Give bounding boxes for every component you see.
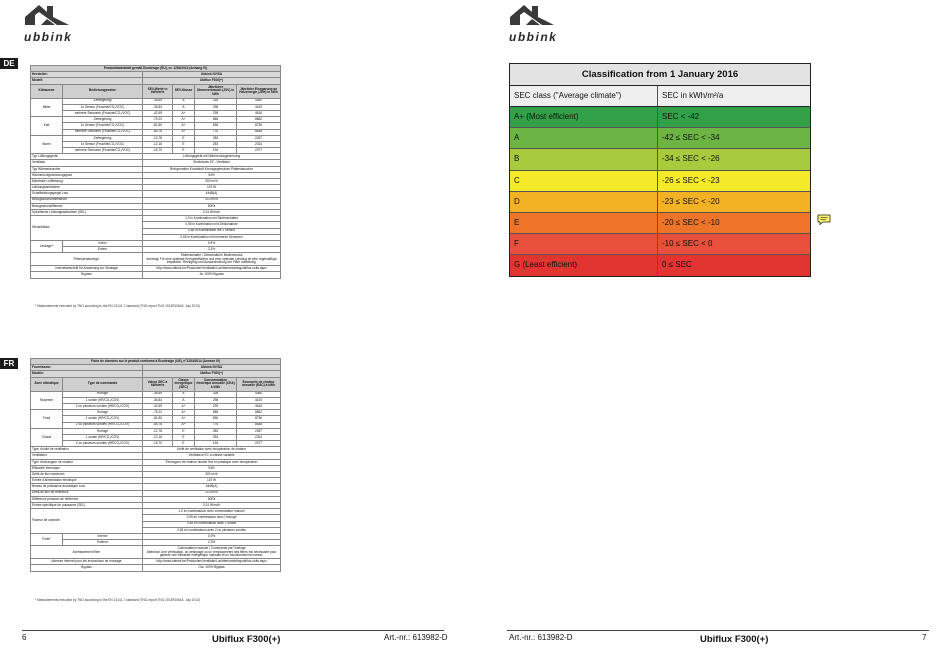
table-cell: 1x Sensor (Feuchte/CO₂/VOC) (63, 104, 143, 110)
spec-value: 50Pa (143, 203, 281, 209)
spec-label: Typ Lüftungsgerät (31, 154, 143, 160)
install-info-label: Internetanschrift für Anweisung zur Montage (31, 266, 143, 272)
column-header: Valeur SEC à kWh/m²a (143, 377, 173, 391)
supplier-label: Fournisseur: (31, 365, 143, 371)
table-cell: -81,80 (143, 123, 173, 129)
table-cell: 2 ou plusieurs sondes (HR/CO₂/COV) (63, 422, 143, 428)
table-cell: A (173, 397, 195, 403)
table-cell: A+ (173, 117, 195, 123)
leakage-label: Leckage* (31, 240, 63, 252)
sec-class-cell: B (510, 149, 658, 169)
spec-label: Wärmerückgewinnungsgrad (31, 172, 143, 178)
table-cell: -15,70 (143, 148, 173, 154)
spec-value: 210 m³/h (143, 197, 281, 203)
table-cell: 1 sonde (HR/CO₂/COV) (63, 416, 143, 422)
article-number-left: Art.-nr.: 613982-D (384, 633, 448, 642)
table-cell: -12,78 (143, 428, 173, 434)
leakage-label: Fuite* (31, 533, 63, 545)
table-cell: 8838 (237, 422, 281, 428)
filter-warning-label: Avertissement filtre: (31, 546, 143, 559)
table-cell: 2377 (237, 148, 281, 154)
table-cell: Horloge (63, 410, 143, 416)
table-cell: 2 ou plusieurs sondes (HR/CO₂/COV) (63, 403, 143, 409)
sec-class-cell: A (510, 128, 658, 148)
header-sec-range: SEC in kWh/m²/a (662, 91, 724, 100)
table-cell: -42,59 (143, 110, 173, 116)
table-cell: A (173, 98, 195, 104)
language-tab-de: DE (0, 58, 18, 69)
filter-warning-row (31, 546, 281, 559)
ubbink-logo-mark-right (510, 3, 554, 25)
filter-warning-line: Commutateur manuel / Commande par l'horloge (177, 546, 246, 551)
supplier-value: Ubbink NV/SA (143, 72, 281, 78)
comment-note-icon[interactable] (817, 214, 831, 225)
table-cell: 1x Sensor (Feuchte/CO₂/VOC) (63, 141, 143, 147)
table-cell: A+ (173, 123, 195, 129)
de-product-data-sheet (30, 65, 281, 279)
control-factor-label: Facteur de contrôle: (31, 509, 143, 534)
table-cell: -75,22 (143, 117, 173, 123)
spec-value: 94% (143, 465, 281, 471)
spec-label: Entrée d'alimentation électrique (31, 478, 143, 484)
header-sec-class: SEC class ("Average climate") (510, 86, 658, 106)
classification-row (510, 234, 810, 255)
brand-logo-text-left: ubbink (24, 30, 73, 44)
climate-zone: Chaud (31, 428, 63, 447)
table-cell: -12,16 (143, 141, 173, 147)
spec-label: Ventilator (31, 160, 143, 166)
product-name-right: Ubiflux F300(+) (700, 634, 769, 645)
table-cell: mehrere Sensoren (Feuchte/CO₂/VOC) (63, 110, 143, 116)
table-cell: A+ (173, 416, 195, 422)
spec-label: Maximale Luftleistung (31, 179, 143, 185)
table-cell: 194 (195, 148, 237, 154)
sec-class-cell: C (510, 171, 658, 191)
column-header: Classe énergétique (SEC) (173, 377, 195, 391)
leakage-value: 2,3% (143, 247, 281, 253)
table-cell: A+ (173, 403, 195, 409)
supplier-value: Ubbink NV/SA (143, 365, 281, 371)
column-header: Zone climatique (31, 377, 63, 391)
table-cell: 8736 (237, 416, 281, 422)
table-cell: 8862 (237, 410, 281, 416)
table-cell: 298 (195, 104, 237, 110)
spec-value: Échangeur de chaleur double flux en plastique avec récupération (143, 459, 281, 465)
table-cell: -12,78 (143, 135, 173, 141)
classification-row (510, 213, 810, 234)
install-info-link: http://www.ubbink.be/Producten/Ventilatie/Luchtbehandeling/ubiflux-units.aspx (143, 266, 281, 272)
column-header: Klimazone (31, 84, 63, 98)
table-cell: 283 (195, 135, 237, 141)
spec-value: 119 W (143, 185, 281, 191)
classification-row (510, 192, 810, 213)
climate-zone: Warm (31, 135, 63, 154)
spec-label: Débit de flux maximum (31, 472, 143, 478)
model-label: Modèle: (31, 371, 143, 377)
filter-warning-line: Attention! Une vérification, un nettoyage ou un remplacement des filtres est nécessaire pour (146, 549, 277, 554)
spec-label: Niveau de puissance acoustique Lwa (31, 484, 143, 490)
footer-divider-right (507, 630, 929, 631)
sec-class-cell: D (510, 192, 658, 212)
control-factor-value: 0,85 in Kombination mit 1 Sensor (143, 228, 281, 234)
table-cell: Zeitregelung (63, 135, 143, 141)
sec-range-cell: -26 ≤ SEC < -23 (662, 175, 720, 185)
column-header: Bedienungsweise (63, 84, 143, 98)
sec-range-cell: -23 ≤ SEC < -20 (662, 196, 720, 206)
spec-value: Unité de ventilation avec récupération de chaleur (143, 447, 281, 453)
install-info-label: Adresse internet pour les instructions de montage (31, 559, 143, 565)
table-cell: -75,22 (143, 410, 173, 416)
sec-class-cell: F (510, 234, 658, 254)
table-cell: Horloge (63, 428, 143, 434)
spec-label: Ventilateur (31, 453, 143, 459)
control-factor-value: 0,95 en combinaison avec l'horloge (143, 515, 281, 521)
table-cell: 1 sonde (HR/CO₂/COV) (63, 434, 143, 440)
spec-value: 0,24 W/m³/h (143, 502, 281, 508)
table-cell: -81,80 (143, 416, 173, 422)
spec-label: Schallleistungspegel Lwa (31, 191, 143, 197)
table-cell: 239 (195, 403, 237, 409)
classification-header-row (510, 86, 810, 107)
spec-value: Lüftungsgerät mit Wärmerückgewinnung (143, 154, 281, 160)
table-cell: Horloge (63, 391, 143, 397)
sec-range-cell: 0 ≤ SEC (662, 260, 692, 270)
sec-range-cell: -34 ≤ SEC < -26 (662, 154, 720, 164)
model-label: Modell: (31, 78, 143, 84)
bypass-row (31, 565, 281, 571)
spec-label: Bezugsluftvolumenstrom (31, 197, 143, 203)
ubbink-logo-mark-left (25, 3, 69, 25)
table-cell: 8736 (237, 123, 281, 129)
table-cell: -36,84 (143, 104, 173, 110)
spec-value: 94% (143, 172, 281, 178)
climate-zone: Moyenne (31, 391, 63, 410)
spec-label: Leistungsaufnahme (31, 185, 143, 191)
spec-value: 119 W (143, 478, 281, 484)
filter-warning-line: Achtung! Für eine optimale Energieeffizienz und eine optimale Leistung ist eine regelmäßige (146, 256, 277, 261)
table-cell: -36,84 (143, 397, 173, 403)
table-cell: 835 (195, 123, 237, 129)
table-cell: 8862 (237, 117, 281, 123)
classification-title: Classification from 1 January 2016 (510, 64, 810, 86)
table-cell: 239 (195, 110, 237, 116)
leakage-type: Extern (63, 247, 143, 253)
spec-value: Ventilateur EC à vitesse variable (143, 453, 281, 459)
table-cell: 2287 (237, 428, 281, 434)
table-cell: 298 (195, 397, 237, 403)
table-cell: 4360 (237, 391, 281, 397)
spec-value: 50Pa (143, 496, 281, 502)
table-cell: 328 (195, 391, 237, 397)
language-tab-fr: FR (0, 358, 18, 369)
leakage-type: Externe (63, 540, 143, 546)
table-cell: 2324 (237, 141, 281, 147)
column-header: Économie de chaleur annuelle (EAC) à kWh (237, 377, 281, 391)
table-cell: 776 (195, 422, 237, 428)
page-number-right: 7 (922, 633, 927, 642)
column-header: Jährlicher Stromverbrauch (JSV) in kWh (195, 84, 237, 98)
product-name-left: Ubiflux F300(+) (212, 634, 281, 645)
spec-value: 0,24 W/m³/h (143, 209, 281, 215)
spec-label: Débit de flux de référence (31, 490, 143, 496)
filter-warning-line: garantir une efficacité énergétique optimale et un fonctionnement correct. (159, 552, 264, 557)
classification-row (510, 128, 810, 149)
article-number-right: Art.-nr.: 613982-D (509, 633, 573, 642)
column-header: SEV-Werte in kWh/m²a (143, 84, 173, 98)
table-cell: A+ (173, 422, 195, 428)
table-cell: A+ (173, 410, 195, 416)
control-factor-label: Steuerfaktor: (31, 216, 143, 241)
table-cell: 2 ou plusieurs sondes (HR/CO₂/COV) (63, 441, 143, 447)
table-cell: E (173, 428, 195, 434)
leakage-value: 0,9% (143, 240, 281, 246)
footer-divider-left (22, 630, 444, 631)
supplier-label: Hersteller: (31, 72, 143, 78)
spec-label: Type d'échangeur de chaleur (31, 459, 143, 465)
control-factor-value: 0,95 in Kombination mit Zeitschaltuhr (143, 222, 281, 228)
table-cell: -85,78 (143, 422, 173, 428)
table-cell: E (173, 441, 195, 447)
leakage-type: Interne (63, 533, 143, 539)
bypass-value: Oui: 100% Bypass (143, 565, 281, 571)
column-header: Type de commande (63, 377, 143, 391)
spec-value: Stufenloser EC- Ventilator (143, 160, 281, 166)
sec-classification-table (509, 63, 811, 277)
spec-value: 44dB(A) (143, 191, 281, 197)
table-cell: E (173, 135, 195, 141)
brand-logo-text-right: ubbink (509, 30, 558, 44)
bypass-value: Ja: 100% Bypass (143, 272, 281, 278)
spec-value: 44dB(A) (143, 484, 281, 490)
fr-product-data-sheet (30, 358, 281, 572)
table-cell: -36,69 (143, 98, 173, 104)
sec-range-cell: -42 ≤ SEC < -34 (662, 133, 720, 143)
fr-footnote: * Measurements executed by TNO according to the EN 13141-7 standard (TNO-report TNO 2013R10644, July 2013) (35, 598, 200, 602)
table-cell: 4616 (237, 403, 281, 409)
table-cell: Zeitregelung (63, 117, 143, 123)
spec-label: Typ Wärmetauscher (31, 166, 143, 172)
table-cell: A+ (173, 129, 195, 135)
filter-warning-label: Filterwarnanzeige: (31, 253, 143, 266)
table-cell: mehrere Sensoren (Feuchte/CO₂/VOC) (63, 129, 143, 135)
table-cell: E (173, 434, 195, 440)
table-cell: mehrere Sensoren (Feuchte/CO₂/VOC) (63, 148, 143, 154)
bypass-label: Bypass (31, 565, 143, 571)
table-cell: -36,69 (143, 391, 173, 397)
spec-label: Bezugsdruckdifferenz (31, 203, 143, 209)
table-cell: -85,78 (143, 129, 173, 135)
table-cell: 835 (195, 416, 237, 422)
spec-label: Efficacité thermique (31, 465, 143, 471)
control-factor-value: 1,0 in Kombination mit Stufenschalter (143, 216, 281, 222)
classification-row (510, 255, 810, 275)
table-cell: 253 (195, 434, 237, 440)
table-cell: 253 (195, 141, 237, 147)
filter-warning-row (31, 253, 281, 266)
column-header-row (31, 84, 281, 98)
model-value: Ubiflux F300(+) (143, 371, 281, 377)
control-factor-value: 0,85 en combinaison avec 1 sonde (143, 521, 281, 527)
table-cell: 2324 (237, 434, 281, 440)
filter-warning-value (143, 546, 281, 559)
table-cell: 4415 (237, 397, 281, 403)
sec-class-cell: A+ (Most efficient) (510, 107, 658, 127)
table-cell: A (173, 104, 195, 110)
spec-label: Différence pression de référence (31, 496, 143, 502)
column-header-row (31, 377, 281, 391)
spec-value: 300 m³/h (143, 179, 281, 185)
table-cell: Zeitregelung (63, 98, 143, 104)
column-header: SEV-Klasse (173, 84, 195, 98)
table-cell: 283 (195, 428, 237, 434)
table-cell: 328 (195, 98, 237, 104)
table-cell: E (173, 148, 195, 154)
table-cell: 4360 (237, 98, 281, 104)
control-factor-value: 1,0 en combinaison avec commutateur manuel (143, 509, 281, 515)
classification-row (510, 171, 810, 192)
table-cell: 776 (195, 129, 237, 135)
leakage-value: 2,3% (143, 540, 281, 546)
sheet-title: Fiche de données sur le produit conforme à Ecodesign (UE), n°1254/2014 (Annexe IV) (31, 359, 281, 365)
table-cell: -42,59 (143, 403, 173, 409)
table-cell: 1 sonde (HR/CO₂/COV) (63, 397, 143, 403)
table-cell: A+ (173, 110, 195, 116)
table-cell: 4415 (237, 104, 281, 110)
de-footnote: * Measurements executed by TNO according to the EN 13141-7 standard (TNO-report TNO 2013R10644, July 2013) (35, 304, 200, 308)
leakage-value: 0,9% (143, 533, 281, 539)
column-header: Jährliche Einsparung an Heizenergie (JEH) in kWh (237, 84, 281, 98)
sec-class-cell: E (510, 213, 658, 233)
bypass-label: Bypass (31, 272, 143, 278)
spec-label: Entrée spécifique de puissance (SEL) (31, 502, 143, 508)
table-cell: -15,70 (143, 441, 173, 447)
spec-label: Type d'unité de ventilation (31, 447, 143, 453)
table-cell: 2377 (237, 441, 281, 447)
control-factor-value: 0,65 en combinaison avec 2 ou plusieurs sondes (143, 527, 281, 533)
table-cell: 865 (195, 410, 237, 416)
table-cell: 2287 (237, 135, 281, 141)
sec-range-cell: -10 ≤ SEC < 0 (662, 239, 713, 249)
leakage-type: Intern (63, 240, 143, 246)
filter-warning-line: Stufenschalter / Zeitschaltuhr/ Bedienmodul (180, 253, 243, 258)
filter-warning-value (143, 253, 281, 266)
control-factor-value: 0,65 in Kombination mit mehreren Sensoren (143, 234, 281, 240)
page-number-left: 6 (22, 633, 27, 642)
table-cell: 1x Sensor (Feuchte/CO₂/VOC) (63, 123, 143, 129)
table-cell: 865 (195, 117, 237, 123)
table-cell: E (173, 141, 195, 147)
filter-warning-line: Inspektion, Reinigung und Auswechselung der Filter notwendig. (166, 259, 257, 264)
table-cell: 194 (195, 441, 237, 447)
sec-range-cell: SEC < -42 (662, 112, 700, 121)
bypass-row (31, 272, 281, 278)
classification-row (510, 149, 810, 170)
spec-value: Rekuperation Kunststoff-Kreuzgegenstrom Plattentauscher (143, 166, 281, 172)
spec-value: 300 m³/h (143, 472, 281, 478)
column-header: Consommation électrique annuelle (CEA) à kWh (195, 377, 237, 391)
sec-range-cell: -20 ≤ SEC < -10 (662, 217, 720, 227)
sec-class-cell: G (Least efficient) (510, 255, 658, 275)
table-cell: 8838 (237, 129, 281, 135)
climate-zone: Froid (31, 410, 63, 429)
spec-label: Spezifische Leistungsaufnahme (SEL) (31, 209, 143, 215)
install-info-link: http://www.ubbink.be/Producten/Ventilatie/Luchtbehandeling/ubiflux-units.aspx (143, 559, 281, 565)
climate-zone: Kalt (31, 117, 63, 136)
climate-zone: Mittel (31, 98, 63, 117)
table-cell: 4616 (237, 110, 281, 116)
spec-value: 210 m³/h (143, 490, 281, 496)
classification-rows (510, 107, 810, 276)
classification-row (510, 107, 810, 128)
table-cell: -12,16 (143, 434, 173, 440)
model-value: Ubiflux F300(+) (143, 78, 281, 84)
table-cell: A (173, 391, 195, 397)
sheet-title: Produktdatenblatt gemäß Ecodesign (EU), nr. 1254/2014 (Anhang IV) (31, 66, 281, 72)
